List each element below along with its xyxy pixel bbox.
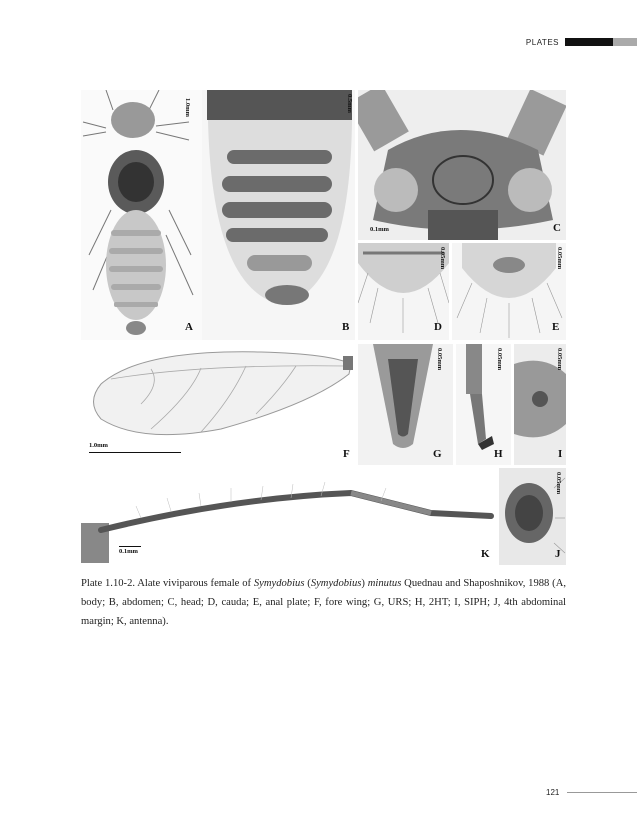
head-illustration <box>358 90 566 240</box>
caption-authors: Quednau and Shaposhnikov, 1988 (A, body; B, abdomen; C, head; D, cauda; E, anal plate; F, fore wing; G, URS; H, 2HT; I, SIPH; J, 4th abdominal margin; K, antenna). <box>81 578 566 627</box>
panel-k-antenna <box>81 468 496 565</box>
panel-k-scale: 0.1mm <box>119 548 138 555</box>
panel-e-label: E <box>552 321 560 333</box>
panel-f-scale: 1.0mm <box>89 442 108 449</box>
caption-subgenus: Symydobius <box>310 578 362 589</box>
panel-e-scale: 0.05mm <box>556 247 563 270</box>
caption-prefix: Plate 1.10-2. Alate viviparous female of <box>81 578 254 589</box>
panel-j-abdominal-margin <box>499 468 566 565</box>
section-label: PLATES <box>525 37 559 47</box>
header-bar-dark <box>565 38 613 46</box>
panel-i-label: I <box>558 448 563 460</box>
panel-d-scale: 0.05mm <box>439 247 446 270</box>
panel-c-scale: 0.1mm <box>370 226 389 233</box>
panel-a-label: A <box>185 321 193 333</box>
panel-k-label: K <box>481 548 490 560</box>
panel-c-label: C <box>553 222 561 234</box>
page-header <box>526 36 637 48</box>
panel-f-fore-wing <box>81 344 355 465</box>
panel-g-urs <box>358 344 453 465</box>
specimen-plate <box>81 90 566 565</box>
panel-f-label: F <box>343 448 350 460</box>
caption-genus: Symydobius <box>253 578 305 589</box>
panel-h-scale: 0.05mm <box>496 348 503 371</box>
panel-d-cauda <box>358 243 449 340</box>
caption-species: minutus <box>367 578 402 589</box>
panel-h-label: H <box>494 448 503 460</box>
panel-g-label: G <box>433 448 442 460</box>
header-bar-light <box>613 38 637 46</box>
antenna-illustration <box>81 468 496 565</box>
panel-b-label: B <box>342 321 350 333</box>
panel-i-scale: 0.05mm <box>556 348 563 371</box>
panel-j-label: J <box>555 548 561 560</box>
panel-b-scale: 0.5mm <box>346 94 353 113</box>
plate-caption: Plate 1.10-2. Alate viviparous female of Symydobius (Symydobius) minutus Quednau and Shaposhnikov, 1988 (A, body; B, abdomen; C, head; D, cauda; E, anal plate; F, fore wing; G, URS; H, 2HT; I, SIPH; J, 4th abdominal margin; K, antenna). <box>81 578 566 627</box>
footer-rule <box>567 792 637 793</box>
panel-a-scale: 1.0mm <box>184 98 191 117</box>
panel-h-2ht <box>456 344 511 465</box>
panel-d-label: D <box>434 321 442 333</box>
panel-k-scale-bar <box>119 546 141 547</box>
fore-wing-illustration <box>81 344 355 465</box>
anal-plate-illustration <box>452 243 566 340</box>
panel-b-abdomen <box>202 90 355 340</box>
panel-c-head <box>358 90 566 240</box>
panel-g-scale: 0.05mm <box>436 348 443 371</box>
panel-j-scale: 0.05mm <box>555 472 562 495</box>
page-footer <box>546 786 637 798</box>
abdomen-illustration <box>202 90 355 340</box>
panel-f-scale-bar <box>89 452 181 453</box>
panel-i-siph <box>514 344 566 465</box>
panel-a-body <box>81 90 202 340</box>
panel-e-anal-plate <box>452 243 566 340</box>
body-illustration <box>81 90 202 340</box>
page-number: 121 <box>546 787 560 797</box>
